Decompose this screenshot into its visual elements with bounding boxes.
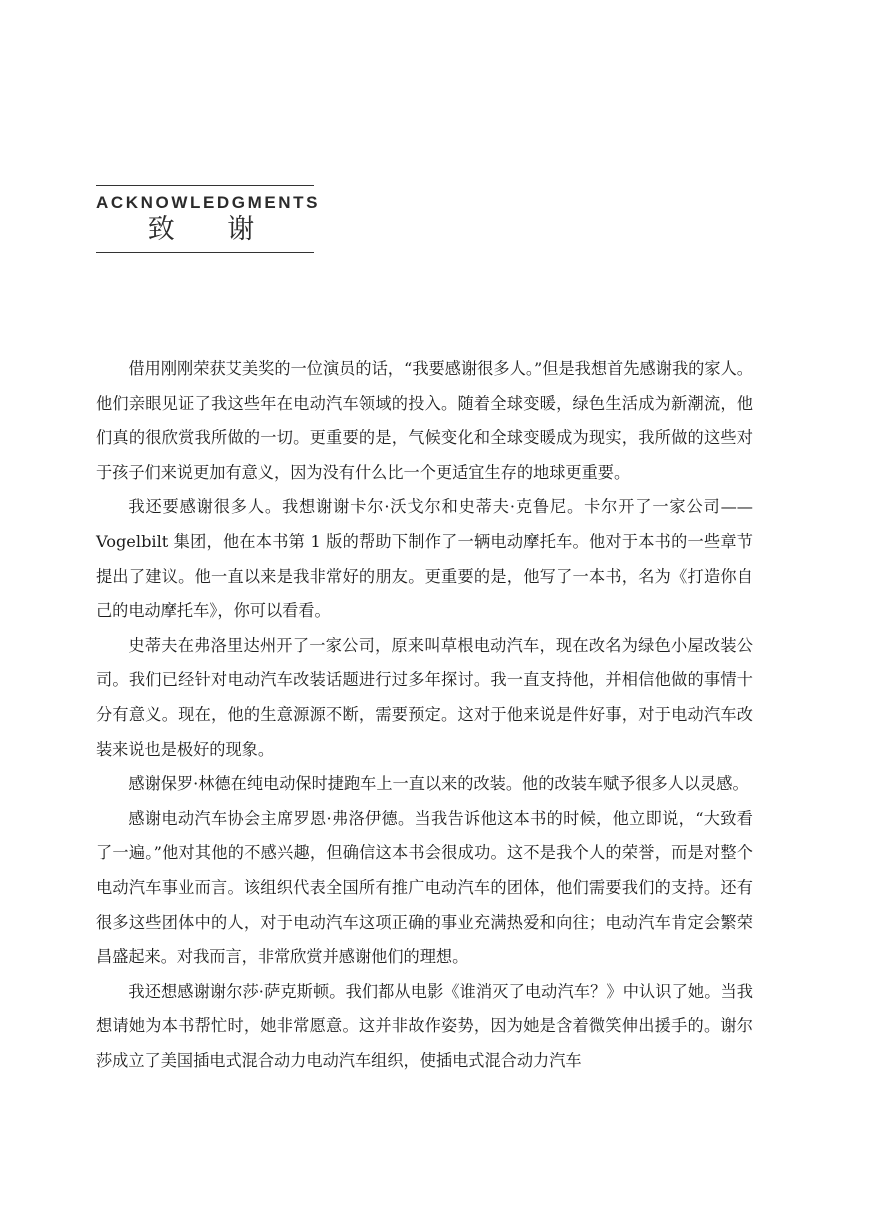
chapter-heading — [96, 185, 321, 253]
heading-bottom-rule — [96, 252, 314, 253]
heading-english: ACKNOWLEDGMENTS — [96, 193, 321, 212]
paragraph: 感谢保罗·林德在纯电动保时捷跑车上一直以来的改装。他的改装车赋予很多人以灵感。 — [128, 774, 749, 794]
heading-chinese: 致 谢 — [147, 214, 277, 245]
paragraph: 借用刚刚荣获艾美奖的一位演员的话，“我要感谢很多人。”但是我想首先感谢我的家人。他们亲眼见证了我这些年在电动汽车领域的投入。随着全球变暖，绿色生活成为新潮流，他们真的很欣赏我所做的一切。更重要的是，气候变化和全球变暖成为现实，我所做的这些对于孩子们来说更加有意义，因为没有什么比一个更适宜生存的地球更重要。 — [96, 359, 753, 482]
paragraph: 感谢电动汽车协会主席罗恩·弗洛伊德。当我告诉他这本书的时候，他立即说，“大致看了一遍。”他对其他的不感兴趣，但确信这本书会很成功。这不是我个人的荣誉，而是对整个电动汽车事业而言。该组织代表全国所有推广电动汽车的团体，他们需要我们的支持。还有很多这些团体中的人，对于电动汽车这项正确的事业充满热爱和向往；电动汽车肯定会繁荣昌盛起来。对我而言，非常欣赏并感谢他们的理想。 — [96, 808, 753, 967]
paragraph: 我还想感谢谢尔莎·萨克斯顿。我们都从电影《谁消灭了电动汽车？》中认识了她。当我想请她为本书帮忙时，她非常愿意。这并非故作姿势，因为她是含着微笑伸出援手的。谢尔莎成立了美国插电式混合动力电动汽车组织，使插电式混合动力汽车 — [96, 981, 753, 1070]
paragraph: 我还要感谢很多人。我想谢谢卡尔·沃戈尔和史蒂夫·克鲁尼。卡尔开了一家公司——Vogelbilt 集团，他在本书第 1 版的帮助下制作了一辆电动摩托车。他对于本书的一些章节提出了建议。他一直以来是我非常好的朋友。更重要的是，他写了一本书，名为《打造你自己的电动摩托车》，你可以看看。 — [96, 497, 753, 621]
paragraph: 史蒂夫在弗洛里达州开了一家公司，原来叫草根电动汽车，现在改名为绿色小屋改装公司。我们已经针对电动汽车改装话题进行过多年探讨。我一直支持他，并相信他做的事情十分有意义。现在，他的生意源源不断，需要预定。这对于他来说是件好事，对于电动汽车改装来说也是极好的现象。 — [96, 635, 753, 759]
heading-top-rule — [96, 185, 314, 186]
body-text — [96, 352, 753, 1078]
